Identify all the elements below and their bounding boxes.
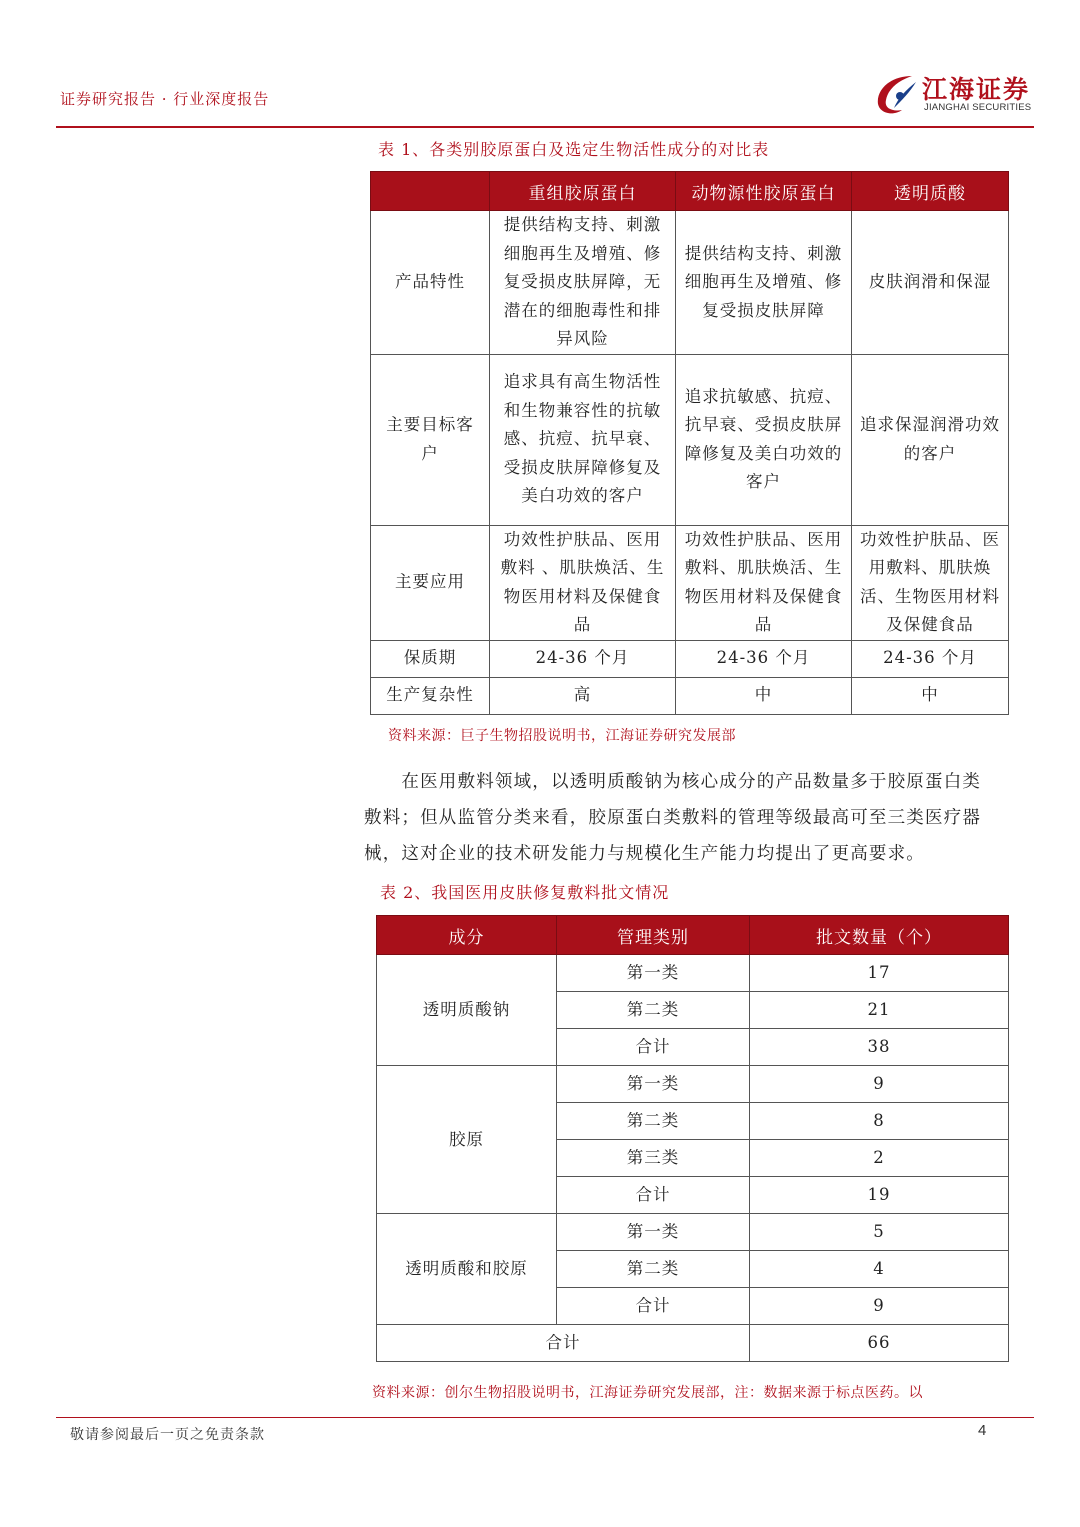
row-label: 生产复杂性 <box>371 677 490 714</box>
jianghai-logo <box>872 70 1032 118</box>
body-paragraph <box>364 764 1004 872</box>
table-cell: 功效性护肤品、医用敷料 、肌肤焕活、生物医用材料及保健食品 <box>490 525 676 640</box>
collagen-comparison-table <box>370 171 1009 715</box>
count-cell: 5 <box>750 1214 1009 1251</box>
table-cell: 中 <box>676 677 852 714</box>
count-cell: 2 <box>750 1140 1009 1177</box>
table-header-cell: 批文数量（个） <box>750 916 1009 955</box>
ingredient-cell: 透明质酸和胶原 <box>377 1214 557 1325</box>
table-header-cell <box>371 172 490 211</box>
table-row <box>377 1066 1009 1103</box>
logo-chinese-name: 江海证券 <box>922 75 1031 104</box>
ingredient-cell: 胶原 <box>377 1066 557 1214</box>
table-cell: 追求抗敏感、抗痘、抗早衰、受损皮肤屏障修复及美白功效的客户 <box>676 354 852 525</box>
footer-divider <box>56 1417 1034 1418</box>
table-row <box>371 677 1009 714</box>
table-header-row <box>371 172 1009 211</box>
category-cell: 第一类 <box>557 1214 750 1251</box>
table-cell: 追求具有高生物活性和生物兼容性的抗敏感、抗痘、抗早衰、受损皮肤屏障修复及美白功效的客户 <box>490 354 676 525</box>
category-cell: 第三类 <box>557 1140 750 1177</box>
count-cell: 21 <box>750 992 1009 1029</box>
total-label-cell: 合计 <box>377 1325 750 1362</box>
table-header-cell: 重组胶原蛋白 <box>490 172 676 211</box>
count-cell: 17 <box>750 955 1009 992</box>
paragraph-line: 在医用敷料领域，以透明质酸钠为核心成分的产品数量多于胶原蛋白类 <box>364 772 982 792</box>
table-header-cell: 透明质酸 <box>852 172 1009 211</box>
table-row <box>377 955 1009 992</box>
logo-english-name: JIANGHAI SECURITIES <box>924 102 1032 113</box>
count-cell: 4 <box>750 1251 1009 1288</box>
table-row <box>371 354 1009 525</box>
table-cell: 中 <box>852 677 1009 714</box>
category-cell: 第一类 <box>557 955 750 992</box>
category-cell: 合计 <box>557 1177 750 1214</box>
table-row <box>371 640 1009 677</box>
table-row <box>371 211 1009 355</box>
count-cell: 8 <box>750 1103 1009 1140</box>
row-label: 保质期 <box>371 640 490 677</box>
table-header-cell: 动物源性胶原蛋白 <box>676 172 852 211</box>
table-cell: 24-36 个月 <box>676 640 852 677</box>
category-cell: 合计 <box>557 1288 750 1325</box>
table-cell: 提供结构支持、刺激细胞再生及增殖、修复受损皮肤屏障 <box>676 211 852 355</box>
table-header-cell: 成分 <box>377 916 557 955</box>
count-cell: 38 <box>750 1029 1009 1066</box>
table1-caption: 表 1、各类别胶原蛋白及选定生物活性成分的对比表 <box>378 140 770 159</box>
table1-source: 资料来源：巨子生物招股说明书，江海证券研究发展部 <box>388 728 736 744</box>
total-row <box>377 1325 1009 1362</box>
table2-caption: 表 2、我国医用皮肤修复敷料批文情况 <box>380 883 670 902</box>
row-label: 产品特性 <box>371 211 490 355</box>
table-cell: 皮肤润滑和保湿 <box>852 211 1009 355</box>
category-cell: 合计 <box>557 1029 750 1066</box>
table-row <box>377 1214 1009 1251</box>
count-cell: 9 <box>750 1288 1009 1325</box>
table-cell: 功效性护肤品、医用敷料、肌肤焕活、生物医用材料及保健食品 <box>852 525 1009 640</box>
paragraph-line: 械，这对企业的技术研发能力与规模化生产能力均提出了更高要求。 <box>364 844 925 864</box>
header-divider <box>56 126 1034 128</box>
category-cell: 第二类 <box>557 992 750 1029</box>
report-type-title: 证券研究报告 · 行业深度报告 <box>60 90 270 108</box>
category-cell: 第一类 <box>557 1066 750 1103</box>
paragraph-line: 敷料；但从监管分类来看，胶原蛋白类敷料的管理等级最高可至三类医疗器 <box>364 808 982 828</box>
table2-source: 资料来源：创尔生物招股说明书，江海证券研究发展部，注：数据来源于标点医药。以 <box>372 1385 923 1401</box>
count-cell: 19 <box>750 1177 1009 1214</box>
page-number: 4 <box>978 1422 987 1439</box>
table-cell: 24-36 个月 <box>852 640 1009 677</box>
table-cell: 高 <box>490 677 676 714</box>
table-cell: 24-36 个月 <box>490 640 676 677</box>
count-cell: 9 <box>750 1066 1009 1103</box>
table-row <box>371 525 1009 640</box>
logo-swoosh-icon <box>872 70 922 118</box>
row-label: 主要应用 <box>371 525 490 640</box>
table-cell: 追求保湿润滑功效的客户 <box>852 354 1009 525</box>
total-value-cell: 66 <box>750 1325 1009 1362</box>
table-cell: 提供结构支持、刺激细胞再生及增殖、修复受损皮肤屏障，无潜在的细胞毒性和排异风险 <box>490 211 676 355</box>
table-header-cell: 管理类别 <box>557 916 750 955</box>
disclaimer-note: 敬请参阅最后一页之免责条款 <box>70 1427 265 1443</box>
dressing-approval-table <box>376 915 1009 1362</box>
category-cell: 第二类 <box>557 1251 750 1288</box>
row-label: 主要目标客户 <box>371 354 490 525</box>
table-header-row <box>377 916 1009 955</box>
table-cell: 功效性护肤品、医用敷料、肌肤焕活、生物医用材料及保健食品 <box>676 525 852 640</box>
ingredient-cell: 透明质酸钠 <box>377 955 557 1066</box>
category-cell: 第二类 <box>557 1103 750 1140</box>
